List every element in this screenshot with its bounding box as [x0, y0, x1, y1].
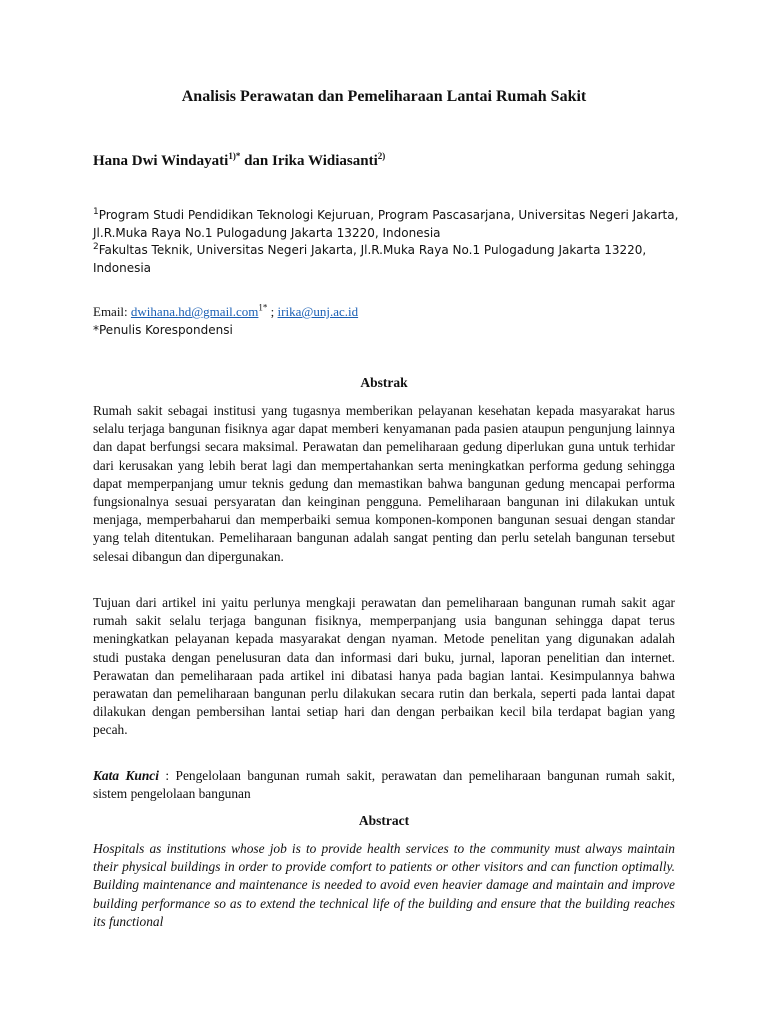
abstract-heading: Abstract — [358, 813, 410, 828]
keywords-line — [93, 767, 675, 803]
author-1-marker: 1)* — [228, 151, 241, 161]
abstrak-paragraph-1 — [93, 402, 675, 566]
keywords-label: Kata Kunci — [93, 768, 159, 783]
email-1-marker: 1* — [258, 302, 268, 313]
affiliation-1-marker: 1 — [93, 207, 99, 217]
author-2: Irika Widiasanti — [272, 153, 378, 169]
contact-block — [93, 302, 683, 340]
email-line — [93, 302, 683, 321]
affiliation-2-text: Fakultas Teknik, Universitas Negeri Jakarta, Jl.R.Muka Raya No.1 Pulogadung Jakarta 13220, Indonesia — [93, 243, 647, 275]
email-label: Email: — [93, 304, 131, 319]
affiliation-1 — [93, 207, 683, 242]
abstrak-paragraph-2 — [93, 594, 675, 740]
email-link-1[interactable]: dwihana.hd@gmail.com — [130, 304, 259, 319]
affiliation-1-text: Program Studi Pendidikan Teknologi Kejuruan, Program Pascasarjana, Universitas Negeri Jakarta, Jl.R.Muka Raya No.1 Pulogadung Jakarta 13220, Indonesia — [93, 208, 679, 240]
email-link-2[interactable]: irika@unj.ac.id — [277, 304, 359, 319]
keywords-separator: : — [158, 768, 176, 783]
affiliation-2-marker: 2 — [93, 242, 99, 252]
affiliations — [93, 207, 683, 277]
author-1: Hana Dwi Windayati — [93, 153, 229, 169]
abstrak-p2-text: Tujuan dari artikel ini yaitu perlunya mengkaji perawatan dan pemeliharaan bangunan rumah sakit agar rumah sakit selalu terjaga bangunan fisiknya, memperpanjang usia bangunan sehingga dapat terus meningkatkan pelayanan kepada masyarakat dengan nyaman. Metode penelitan yang digunakan adalah studi pustaka dengan penelusuran data dan informasi dari buku, jurnal, laporan penelitian dan internet. Perawatan dan pemeliharaan pada artikel ini dibatasi hanya pada bagian lantai. Kesimpulannya bahwa perawatan dan pemeliharaan bangunan perlu dilakukan secara rutin dan berkala, seperti pada lantai dapat dilakukan dengan pembersihan lantai setiap hari dan dengan perbaikan kecil bila terdapat bagian yang pecah. — [93, 595, 675, 738]
author-conjunction: dan — [240, 153, 273, 169]
abstract-p1-text: Hospitals as institutions whose job is to provide health services to the community must always maintain their physical buildings in order to provide comfort to patients or other visitors and can function optimally. Building maintenance and maintenance is needed to avoid even heavier damage and maintain and improve building performance so as to extend the technical life of the building and ensure that the building reaches its functional — [93, 841, 675, 929]
abstrak-heading: Abstrak — [360, 375, 408, 390]
keywords-text: Pengelolaan bangunan rumah sakit, perawatan dan pemeliharaan bangunan rumah sakit, sistem pengelolaan bangunan — [93, 768, 675, 802]
email-separator: ; — [267, 304, 278, 319]
corresponding-note: *Penulis Korespondensi — [93, 323, 233, 337]
keywords — [93, 767, 675, 803]
author-line — [93, 153, 385, 170]
author-2-marker: 2) — [377, 151, 386, 161]
abstract-paragraph-1 — [93, 840, 675, 931]
affiliation-2 — [93, 242, 683, 277]
paper-title: Analisis Perawatan dan Pemeliharaan Lantai Rumah Sakit — [181, 88, 587, 105]
abstrak-p1-text: Rumah sakit sebagai institusi yang tugasnya memberikan pelayanan kesehatan kepada masyarakat harus selalu terjaga bangunan fisiknya agar dapat memberi kenyamanan pada pasien ataupun pengunjung lainnya dan dapat berfungsi secara maksimal. Perawatan dan pemeliharaan gedung diperlukan guna untuk terhidar dari kerusakan yang lebih berat lagi dan mempertahankan serta meningkatkan performa gedung sehingga dapat memperpanjang umur teknis gedung dan memastikan bahwa bangunan gedung mencapai performa fungsionalnya sesuai persyaratan dan keinginan pengguna. Pemeliharaan bangunan ini dilakukan untuk menjaga, memperbaharui dan memperbaiki semua komponen-komponen bangunan sesuai dengan standar yang telah ditentukan. Pemeliharaan bangunan adalah sangat penting dan perlu setelah bangunan tersebut selesai dibangun dan dipergunakan. — [93, 403, 675, 564]
